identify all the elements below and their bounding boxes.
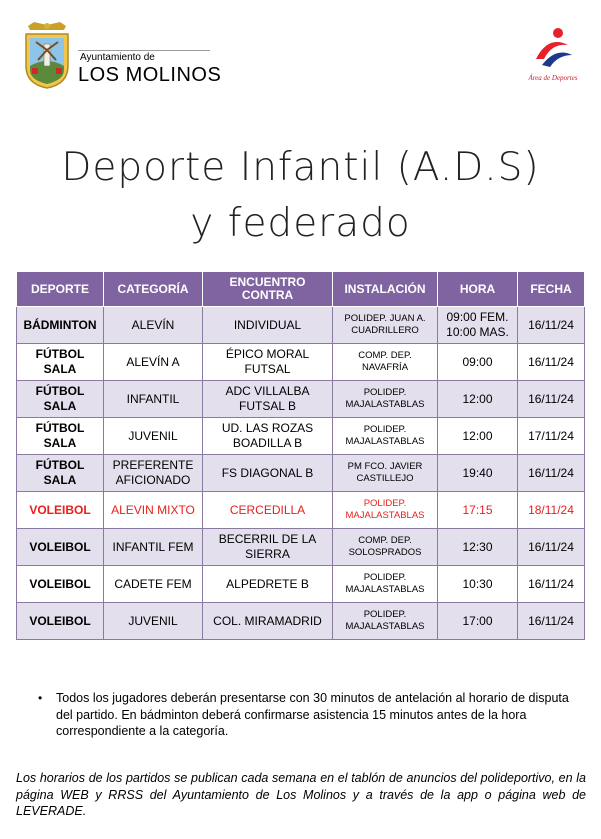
cell-fecha: 16/11/24 <box>518 344 585 381</box>
cell-instalacion: POLIDEP. MAJALASTABLAS <box>333 418 438 455</box>
cell-deporte: BÁDMINTON <box>17 307 104 344</box>
cell-encuentro: COL. MIRAMADRID <box>203 603 333 640</box>
header-divider <box>78 50 210 51</box>
schedule-table <box>16 271 585 640</box>
cell-encuentro: UD. LAS ROZAS BOADILLA B <box>203 418 333 455</box>
cell-deporte: FÚTBOL SALA <box>17 344 104 381</box>
cell-encuentro: INDIVIDUAL <box>203 307 333 344</box>
municipality-name: LOS MOLINOS <box>78 64 222 86</box>
cell-deporte: FÚTBOL SALA <box>17 418 104 455</box>
footer-note: Los horarios de los partidos se publican cada semana en el tablón de anuncios del polideportivo, en la página WEB y RRSS del Ayuntamiento de Los Molinos y a través de la app o página web de LEVERADE. <box>16 771 586 818</box>
table-row <box>17 418 585 455</box>
header-instalacion: INSTALACIÓN <box>333 272 438 307</box>
cell-fecha: 18/11/24 <box>518 492 585 529</box>
table-row <box>17 492 585 529</box>
table-row <box>17 603 585 640</box>
attendance-note-text: Todos los jugadores deberán presentarse con 30 minutos de antelación al horario de disputa del partido. En bádminton deberá confirmarse asistencia 15 minutos antes de la hora correspondiente a la categoría. <box>56 691 569 738</box>
header-deporte: DEPORTE <box>17 272 104 307</box>
cell-fecha: 16/11/24 <box>518 566 585 603</box>
cell-instalacion: POLIDEP. JUAN A. CUADRILLERO <box>333 307 438 344</box>
cell-encuentro: BECERRIL DE LA SIERRA <box>203 529 333 566</box>
cell-instalacion: POLIDEP. MAJALASTABLAS <box>333 566 438 603</box>
municipality-block <box>78 52 221 86</box>
cell-encuentro: ALPEDRETE B <box>203 566 333 603</box>
cell-deporte: FÚTBOL SALA <box>17 381 104 418</box>
cell-encuentro: FS DIAGONAL B <box>203 455 333 492</box>
cell-encuentro: CERCEDILLA <box>203 492 333 529</box>
cell-hora: 12:00 <box>438 381 518 418</box>
cell-hora: 19:40 <box>438 455 518 492</box>
header-categoria: CATEGORÍA <box>104 272 203 307</box>
cell-categoria: INFANTIL FEM <box>104 529 203 566</box>
cell-categoria: CADETE FEM <box>104 566 203 603</box>
cell-encuentro: ÉPICO MORAL FUTSAL <box>203 344 333 381</box>
page-header <box>0 0 601 110</box>
bullet-icon: • <box>38 691 43 705</box>
table-row <box>17 455 585 492</box>
cell-instalacion: POLIDEP. MAJALASTABLAS <box>333 603 438 640</box>
cell-fecha: 16/11/24 <box>518 307 585 344</box>
cell-categoria: PREFERENTE AFICIONADO <box>104 455 203 492</box>
table-header-row <box>17 272 585 307</box>
cell-deporte: VOLEIBOL <box>17 529 104 566</box>
cell-instalacion: PM FCO. JAVIER CASTILLEJO <box>333 455 438 492</box>
cell-categoria: INFANTIL <box>104 381 203 418</box>
cell-hora: 09:00 FEM. 10:00 MAS. <box>438 307 518 344</box>
cell-categoria: ALEVÍN A <box>104 344 203 381</box>
cell-categoria: JUVENIL <box>104 603 203 640</box>
title-line-1: Deporte Infantil (A.D.S) <box>61 145 540 190</box>
cell-fecha: 16/11/24 <box>518 455 585 492</box>
cell-deporte: VOLEIBOL <box>17 492 104 529</box>
cell-fecha: 16/11/24 <box>518 381 585 418</box>
table-row <box>17 381 585 418</box>
attendance-note <box>38 690 586 740</box>
table-row <box>17 344 585 381</box>
table-row <box>17 529 585 566</box>
cell-encuentro: ADC VILLALBA FUTSAL B <box>203 381 333 418</box>
cell-categoria: JUVENIL <box>104 418 203 455</box>
cell-fecha: 16/11/24 <box>518 529 585 566</box>
cell-categoria: ALEVÍN <box>104 307 203 344</box>
cell-hora: 10:30 <box>438 566 518 603</box>
page-title <box>0 140 601 252</box>
header-encuentro: ENCUENTRO CONTRA <box>203 272 333 307</box>
sports-area-label: Área de Deportes <box>528 74 578 82</box>
cell-fecha: 17/11/24 <box>518 418 585 455</box>
municipal-crest-icon <box>22 22 72 90</box>
cell-instalacion: COMP. DEP. NAVAFRÍA <box>333 344 438 381</box>
municipality-small-label: Ayuntamiento de <box>80 52 155 63</box>
header-hora: HORA <box>438 272 518 307</box>
cell-hora: 12:30 <box>438 529 518 566</box>
title-line-2: y federado <box>190 201 411 246</box>
cell-hora: 17:00 <box>438 603 518 640</box>
header-fecha: FECHA <box>518 272 585 307</box>
cell-instalacion: POLIDEP. MAJALASTABLAS <box>333 492 438 529</box>
table-row <box>17 307 585 344</box>
table-row <box>17 566 585 603</box>
cell-fecha: 16/11/24 <box>518 603 585 640</box>
cell-hora: 12:00 <box>438 418 518 455</box>
cell-hora: 17:15 <box>438 492 518 529</box>
cell-deporte: FÚTBOL SALA <box>17 455 104 492</box>
cell-instalacion: POLIDEP. MAJALASTABLAS <box>333 381 438 418</box>
cell-hora: 09:00 <box>438 344 518 381</box>
cell-deporte: VOLEIBOL <box>17 566 104 603</box>
cell-instalacion: COMP. DEP. SOLOSPRADOS <box>333 529 438 566</box>
cell-deporte: VOLEIBOL <box>17 603 104 640</box>
cell-categoria: ALEVIN MIXTO <box>104 492 203 529</box>
